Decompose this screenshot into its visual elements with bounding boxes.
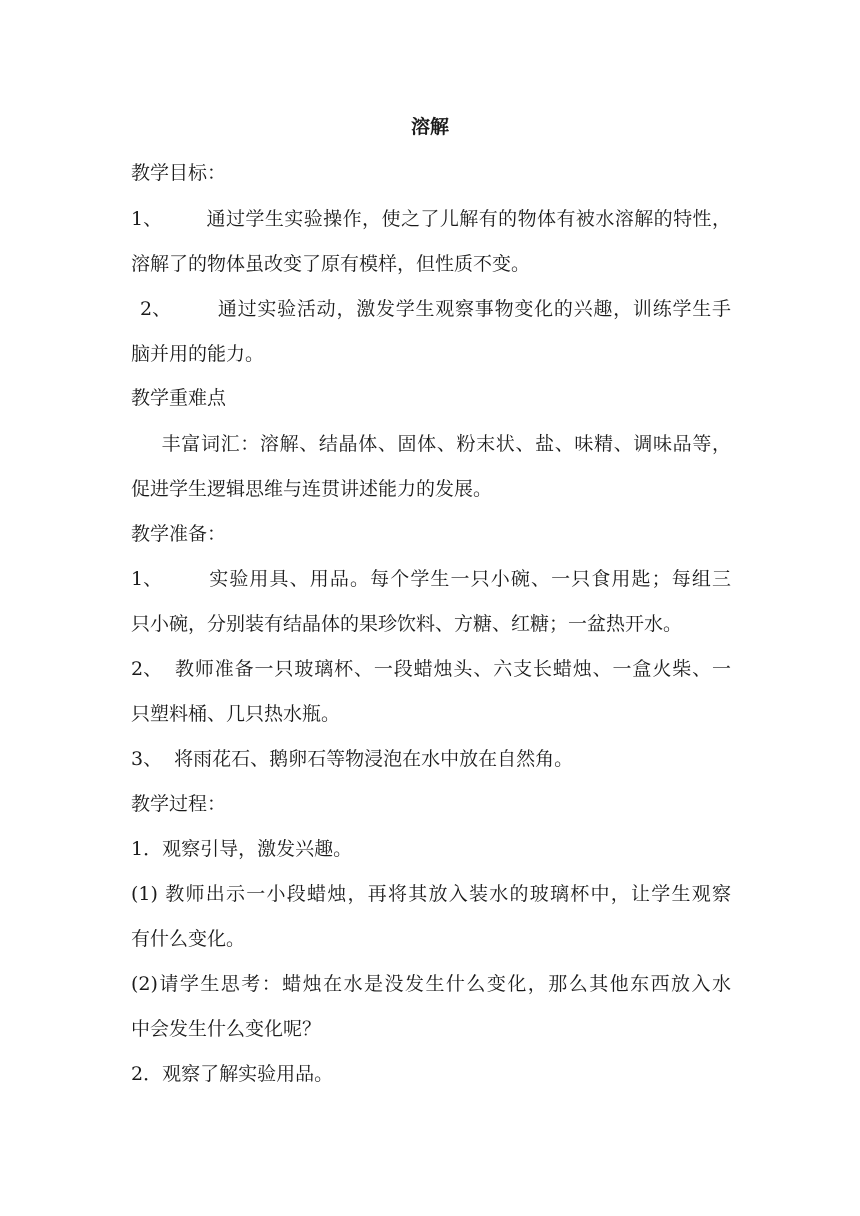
key-points-line-2: 促进学生逻辑思维与连贯讲述能力的发展。 xyxy=(131,478,493,500)
preparation-1-line-1 xyxy=(131,566,731,592)
preparation-3-line-1 xyxy=(131,746,731,772)
preparation-1-text-1: 实验用具、用品。每个学生一只小碗、一只食用匙；每组三 xyxy=(208,568,731,590)
objective-2-text-1: 通过实验活动，激发学生观察事物变化的兴趣，训练学生手 xyxy=(217,298,731,320)
process-heading: 教学过程： xyxy=(131,793,227,815)
objective-2-line-1 xyxy=(131,296,731,322)
preparation-3-text-1: 将雨花石、鹅卵石等物浸泡在水中放在自然角。 xyxy=(174,748,574,770)
preparation-2-line-2: 只塑料桶、几只热水瓶。 xyxy=(131,703,341,725)
objective-2-number: 2、 xyxy=(140,298,172,320)
process-1-1-line-1: (1) 教师出示一小段蜡烛，再将其放入装水的玻璃杯中，让学生观察 xyxy=(131,883,731,905)
process-1-1-line-2: 有什么变化。 xyxy=(131,928,246,950)
key-points-line-1 xyxy=(131,431,731,457)
process-2: 2．观察了解实验用品。 xyxy=(131,1063,334,1085)
preparation-1-number: 1、 xyxy=(131,568,163,590)
process-1-2-line-2: 中会发生什么变化呢？ xyxy=(131,1018,322,1040)
key-points-text-1: 丰富词汇：溶解、结晶体、固体、粉末状、盐、味精、调味品等， xyxy=(161,433,731,455)
preparation-heading: 教学准备： xyxy=(131,523,227,545)
objectives-heading: 教学目标： xyxy=(131,162,227,184)
document-title: 溶解 xyxy=(410,116,449,138)
objective-1-number: 1、 xyxy=(131,208,163,230)
preparation-2-line-1 xyxy=(131,656,731,682)
preparation-1-line-2: 只小碗，分别装有结晶体的果珍饮料、方糖、红糖；一盆热开水。 xyxy=(131,613,683,635)
objective-1-line-2: 溶解了的物体虽改变了原有模样，但性质不变。 xyxy=(131,253,531,275)
preparation-2-text-1: 教师准备一只玻璃杯、一段蜡烛头、六支长蜡烛、一盒火柴、一 xyxy=(174,658,731,680)
key-points-heading: 教学重难点 xyxy=(131,387,227,409)
objective-1-text-1: 通过学生实验操作，使之了儿解有的物体有被水溶解的特性， xyxy=(206,208,731,230)
process-1-2-line-1: (2)请学生思考：蜡烛在水是没发生什么变化，那么其他东西放入水 xyxy=(131,973,731,995)
objective-2-line-2: 脑并用的能力。 xyxy=(131,343,265,365)
process-1: 1．观察引导，激发兴趣。 xyxy=(131,838,353,860)
objective-1-line-1 xyxy=(131,206,731,232)
preparation-3-number: 3、 xyxy=(131,748,163,770)
preparation-2-number: 2、 xyxy=(131,658,163,680)
